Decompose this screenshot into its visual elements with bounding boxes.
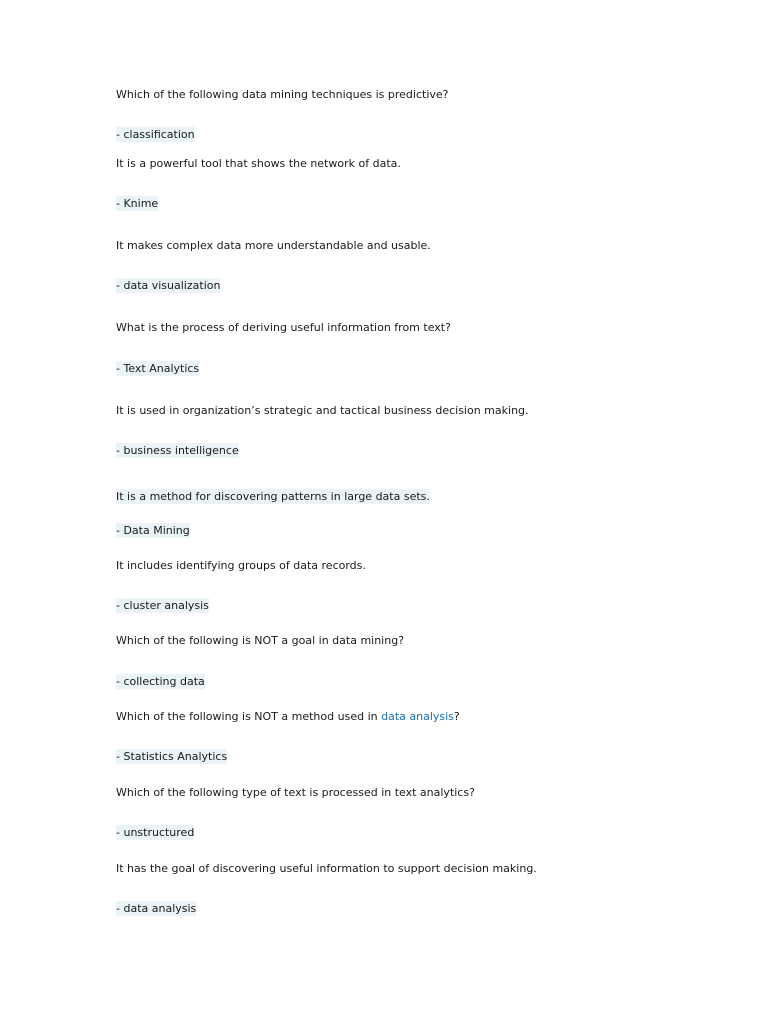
answer-3 (116, 279, 220, 293)
answer-1-text: - classification (116, 128, 195, 141)
answer-7 (116, 599, 209, 613)
answer-10 (116, 826, 194, 840)
answer-4-text: - Text Analytics (116, 362, 200, 375)
answer-8 (116, 675, 205, 689)
question-7: It includes identifying groups of data records. (116, 559, 366, 572)
answer-1 (116, 128, 195, 142)
answer-9 (116, 750, 227, 764)
question-1: Which of the following data mining techniques is predictive? (116, 88, 449, 101)
question-10: Which of the following type of text is processed in text analytics? (116, 786, 475, 799)
question-6-text: It is a method for discovering patterns in large data sets. (116, 490, 430, 503)
answer-3-text: - data visualization (116, 279, 221, 292)
answer-9-text: - Statistics Analytics (116, 750, 228, 763)
question-2: It is a powerful tool that shows the network of data. (116, 157, 401, 170)
answer-11 (116, 902, 196, 916)
answer-4 (116, 362, 199, 376)
question-9 (116, 710, 460, 724)
question-6 (116, 490, 430, 504)
answer-6-text: - Data Mining (116, 524, 190, 537)
question-3: It makes complex data more understandable and usable. (116, 239, 431, 252)
answer-7-text: - cluster analysis (116, 599, 209, 612)
answer-6 (116, 524, 190, 538)
question-11: It has the goal of discovering useful information to support decision making. (116, 862, 537, 875)
question-9-suffix: ? (453, 710, 460, 723)
question-4: What is the process of deriving useful information from text? (116, 321, 451, 334)
answer-10-text: - unstructured (116, 826, 195, 839)
answer-2-text: - Knime (116, 197, 159, 210)
question-9-prefix: Which of the following is NOT a method used in (116, 710, 382, 723)
question-8: Which of the following is NOT a goal in data mining? (116, 634, 405, 647)
answer-5-text: - business intelligence (116, 444, 239, 457)
data-analysis-link[interactable]: data analysis (381, 710, 454, 723)
question-5: It is used in organization’s strategic and tactical business decision making. (116, 404, 529, 417)
answer-8-text: - collecting data (116, 675, 205, 688)
answer-2 (116, 197, 158, 211)
answer-5 (116, 444, 239, 458)
answer-11-text: - data analysis (116, 902, 197, 915)
